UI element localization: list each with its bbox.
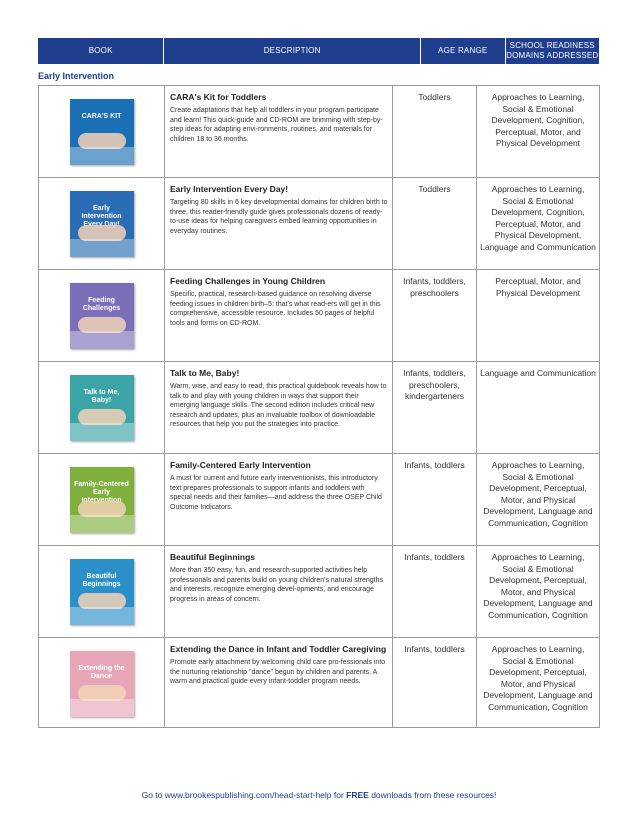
book-cover-cell <box>39 546 165 638</box>
domains-cell: Approaches to Learning, Social & Emotional Development, Cognition, Perceptual, Motor, and Physical Development, Language and Communication <box>477 178 600 270</box>
table-header <box>38 38 599 64</box>
table-row <box>39 638 600 728</box>
book-title: Family-Centered Early Intervention <box>170 460 311 470</box>
footer-suffix: downloads from these resources! <box>368 790 497 800</box>
book-cover-image[interactable] <box>70 99 134 165</box>
age-range-cell: Infants, toddlers <box>393 638 477 728</box>
book-description: Specific, practical, research-based guidance on resolving diverse feeding issues in children birth–5: that's what read-ers will get in this comprehensive, accessible resource. Includes 50 pages of helpful tools and forms on CD-ROM. <box>170 291 381 327</box>
book-cover-image[interactable] <box>70 191 134 257</box>
books-table-body <box>39 86 600 728</box>
domains-cell: Approaches to Learning, Social & Emotional Development, Perceptual, Motor, and Physical Development, Language and Communication, Cognition <box>477 638 600 728</box>
age-range-cell: Infants, toddlers <box>393 454 477 546</box>
book-title: Talk to Me, Baby! <box>170 368 240 378</box>
book-cover-band <box>70 331 134 349</box>
books-table <box>38 85 600 728</box>
table-row <box>39 362 600 454</box>
book-title: Beautiful Beginnings <box>170 552 255 562</box>
book-title: CARA's Kit for Toddlers <box>170 92 267 102</box>
book-cover-band <box>70 423 134 441</box>
book-cover-cell <box>39 178 165 270</box>
book-description: Warm, wise, and easy to read, this practical guidebook reveals how to talk to and play with young children in ways that support their emerging language skills. The second edition includes critical new research and updates, plus an invaluable toolbox of downloadable resources that help you put the strategies into practice. <box>170 383 387 429</box>
table-row <box>39 270 600 362</box>
description-cell <box>165 178 393 270</box>
book-title: Feeding Challenges in Young Children <box>170 276 326 286</box>
book-cover-image[interactable] <box>70 283 134 349</box>
book-description: A must for current and future early interventionists, this introductory text prepares professionals to support infants and toddlers with special needs and their families—and address the three OSEP Child Outcome Indicators. <box>170 475 382 511</box>
book-cover-title: CARA'S KIT <box>81 113 122 120</box>
book-title: Early Intervention Every Day! <box>170 184 289 194</box>
book-cover-title: Feeding Challenges <box>82 297 121 312</box>
book-description: Create adaptations that help all toddlers in your program participate and learn! This quick-guide and CD-ROM are brimming with step-by-step ideas for adapting envi-ronments, routines, and materials for children 18 to 36 months. <box>170 107 383 143</box>
domains-cell: Approaches to Learning, Social & Emotional Development, Perceptual, Motor, and Physical Development, Language and Communication, Cognition <box>477 454 600 546</box>
header-age-range: AGE RANGE <box>421 38 506 64</box>
age-range-cell: Toddlers <box>393 86 477 178</box>
book-cover-band <box>70 239 134 257</box>
book-cover-image[interactable] <box>70 559 134 625</box>
description-cell <box>165 362 393 454</box>
book-cover-image[interactable] <box>70 467 134 533</box>
description-cell <box>165 270 393 362</box>
domains-cell: Language and Communication <box>477 362 600 454</box>
age-range-cell: Infants, toddlers, preschoolers, kindergarteners <box>393 362 477 454</box>
header-domains: SCHOOL READINESS DOMAINS ADDRESSED <box>506 41 599 60</box>
age-range-cell: Infants, toddlers, preschoolers <box>393 270 477 362</box>
book-cover-title: Extending the Dance <box>78 665 125 680</box>
footer-note <box>0 790 638 800</box>
age-range-cell: Infants, toddlers <box>393 546 477 638</box>
table-row <box>39 178 600 270</box>
domains-cell: Perceptual, Motor, and Physical Development <box>477 270 600 362</box>
book-cover-cell <box>39 362 165 454</box>
book-cover-cell <box>39 270 165 362</box>
book-cover-band <box>70 699 134 717</box>
description-cell <box>165 86 393 178</box>
table-row <box>39 86 600 178</box>
book-cover-band <box>70 607 134 625</box>
book-cover-cell <box>39 638 165 728</box>
domains-cell: Approaches to Learning, Social & Emotional Development, Perceptual, Motor, and Physical Development, Language and Communication, Cognition <box>477 546 600 638</box>
book-cover-band <box>70 515 134 533</box>
section-label: Early Intervention <box>38 71 115 81</box>
age-range-cell: Toddlers <box>393 178 477 270</box>
book-title: Extending the Dance in Infant and Toddler Caregiving <box>170 644 387 654</box>
book-cover-cell <box>39 454 165 546</box>
book-description: More than 350 easy, fun, and research-supported activities help professionals and parents build on young children's natural strengths and interests, recognize emerging devel-opments, and encourage progress in areas of concern. <box>170 567 384 603</box>
description-cell <box>165 638 393 728</box>
book-cover-image[interactable] <box>70 375 134 441</box>
description-cell <box>165 454 393 546</box>
header-book: BOOK <box>38 38 164 64</box>
book-cover-image[interactable] <box>70 651 134 717</box>
book-description: Targeting 80 skills in 6 key developmental domains for children birth to three, this reader-friendly guide gives professionals dozens of ready-to-use ideas for helping caregivers embed learning opportunities in everyday routines. <box>170 199 388 235</box>
footer-prefix: Go to www.brookespublishing.com/head-start-help for <box>141 790 347 800</box>
description-cell <box>165 546 393 638</box>
header-description: DESCRIPTION <box>164 38 421 64</box>
book-cover-cell <box>39 86 165 178</box>
book-cover-title: Early Intervention <box>81 205 122 220</box>
domains-cell: Approaches to Learning, Social & Emotional Development, Cognition, Perceptual, Motor, and Physical Development <box>477 86 600 178</box>
table-row <box>39 454 600 546</box>
table-row <box>39 546 600 638</box>
footer-emphasis: FREE <box>346 790 369 800</box>
catalog-page <box>38 38 599 728</box>
book-cover-title: Talk to Me, Baby! <box>83 389 120 404</box>
book-cover-band <box>70 147 134 165</box>
book-cover-title: Family-Centered Early <box>74 481 129 496</box>
book-cover-title: Beautiful Beginnings <box>82 573 121 588</box>
book-description: Promote early attachment by welcoming child care pro-fessionals into the nurturing relationship "dance" begun by children and parents. A warm and practical guide every infant-toddler program needs. <box>170 659 386 686</box>
